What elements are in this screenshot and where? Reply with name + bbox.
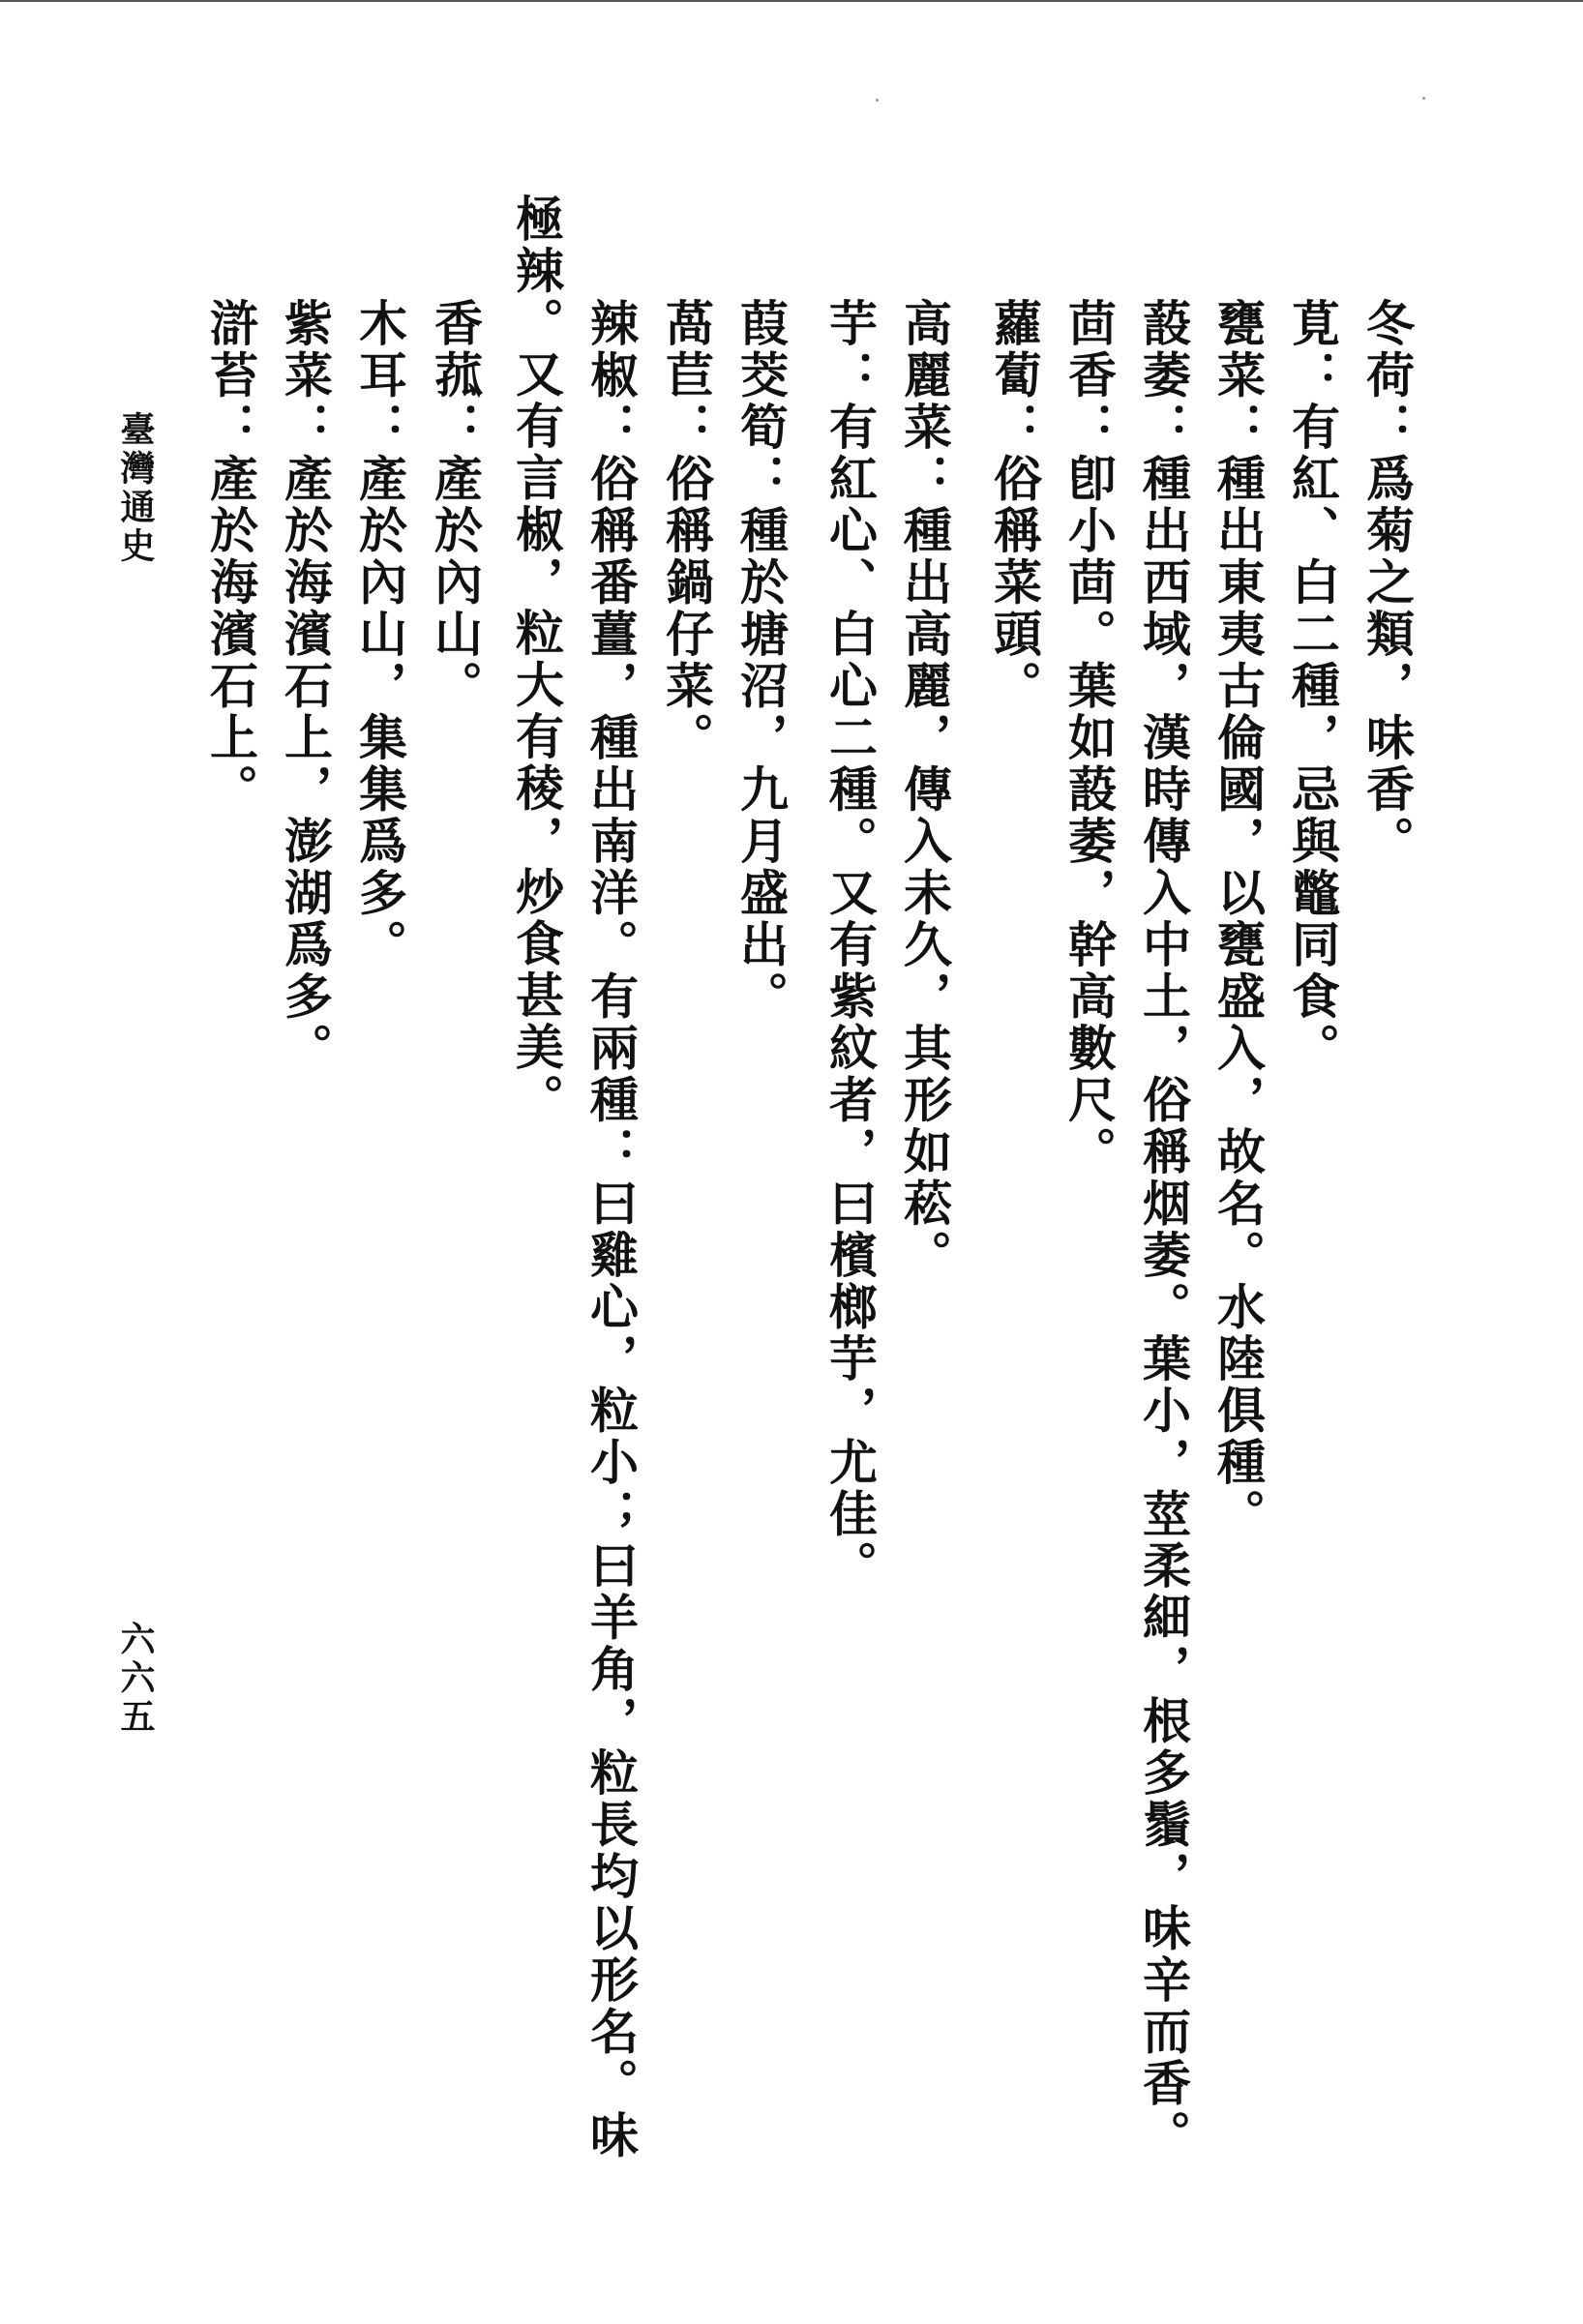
running-header-title: 臺灣通史 [115, 411, 156, 566]
text-line-weng-cai: 甕菜：種出東夷古倫國，以甕盛入，故名。水陸俱種。 [1210, 298, 1267, 1540]
text-line-jiao-sun: 葭茭筍：種於塘沼，九月盛出。 [732, 298, 790, 1023]
text-line-wo-ju: 萵苣：俗稱鍋仔菜。 [658, 298, 715, 764]
text-line-gao-li-cai: 高麗菜：種出高麗，傳入未久，其形如菘。 [896, 298, 953, 1282]
text-line-dong-he: 冬荷：爲菊之類，味香。 [1359, 298, 1416, 868]
text-line-la-jiao: 辣椒：俗稱番薑，種出南洋。有兩種：曰雞心，粒小；曰羊角，粒長均以形名。味 [582, 298, 640, 2161]
text-line-xiang-gu: 香菰：產於內山。 [427, 298, 484, 712]
text-line-yan-wei: 蔎萎：種出西域，漢時傳入中土，俗稱烟萎。葉小，莖柔細，根多鬚，味辛而香。 [1135, 298, 1192, 2161]
scan-speck [876, 99, 879, 102]
top-border-rule [0, 0, 1583, 2]
page-number: 六六五 [115, 1621, 156, 1737]
text-line-hui-xiang: 茴香：卽小茴。葉如蔎萎，幹高數尺。 [1060, 298, 1118, 1178]
text-line-yu: 芋：有紅心、白心二種。又有紫紋者，曰檳榔芋，尤佳。 [821, 298, 879, 1593]
scan-speck [1422, 97, 1425, 100]
text-line-hu-tai: 滸苔：產於海濱石上。 [202, 298, 259, 816]
text-line-xian: 莧：有紅、白二種，忌與鼈同食。 [1284, 298, 1341, 1075]
text-line-luo-bo: 蘿蔔：俗稱菜頭。 [986, 298, 1043, 712]
text-line-la-jiao-cont: 極辣。又有言椒，粒大有稜，炒食甚美。 [508, 194, 565, 1125]
text-line-zi-cai: 紫菜：產於海濱石上，澎湖爲多。 [277, 298, 334, 1075]
text-line-mu-er: 木耳：產於內山，集集爲多。 [351, 298, 408, 971]
